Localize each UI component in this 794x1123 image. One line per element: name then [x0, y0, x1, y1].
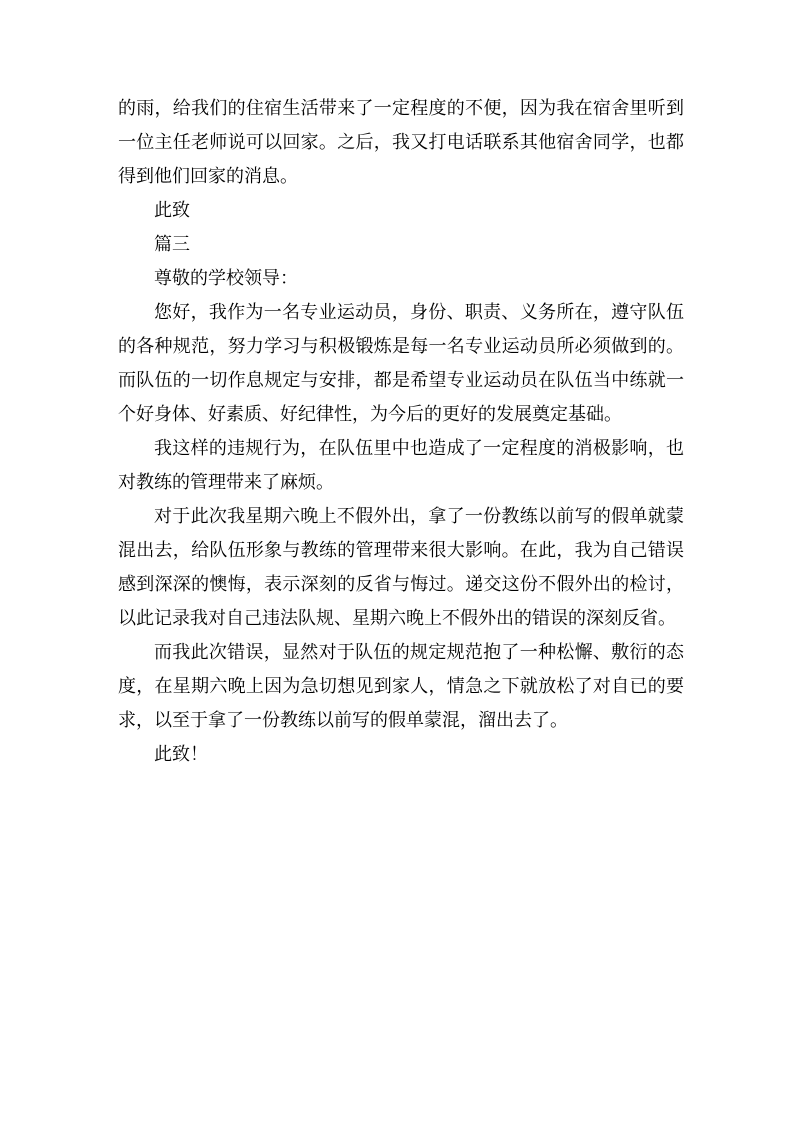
document-page [118, 92, 684, 772]
closing-salutation: 此致 [154, 200, 190, 221]
paragraph-incident: 对于此次我星期六晚上不假外出，拿了一份教练以前写的假单就蒙混出去，给队伍形象与教练的管理带来很大影响。在此，我为自己错误感到深深的懊悔，表示深刻的反省与悔过。递交这份不假外出的检讨，以此记录我对自己违法队规、星期六晚上不假外出的错误的深刻反省。 [118, 506, 684, 629]
paragraph-reflection: 而我此次错误，显然对于队伍的规定规范抱了一种松懈、敷衍的态度，在星期六晚上因为急切想见到家人，情急之下就放松了对自已的要求，以至于拿了一份教练以前写的假单蒙混，溜出去了。 [118, 642, 684, 731]
paragraph-intro: 您好，我作为一名专业运动员，身份、职责、义务所在，遵守队伍的各种规范，努力学习与积极锻炼是每一名专业运动员所必须做到的。而队伍的一切作息规定与安排，都是希望专业运动员在队伍当中练就一个好身体、好素质、好纪律性，为今后的更好的发展奠定基础。 [118, 302, 684, 425]
paragraph-violation: 我这样的违规行为，在队伍里中也造成了一定程度的消极影响，也对教练的管理带来了麻烦。 [118, 438, 684, 493]
letter-greeting: 尊敬的学校领导： [154, 268, 298, 289]
section-heading: 篇三 [154, 234, 190, 255]
paragraph-continuation: 的雨，给我们的住宿生活带来了一定程度的不便，因为我在宿舍里听到一位主任老师说可以回家。之后，我又打电话联系其他宿舍同学，也都得到他们回家的消息。 [118, 98, 684, 187]
closing-salutation-final: 此致！ [154, 744, 208, 765]
